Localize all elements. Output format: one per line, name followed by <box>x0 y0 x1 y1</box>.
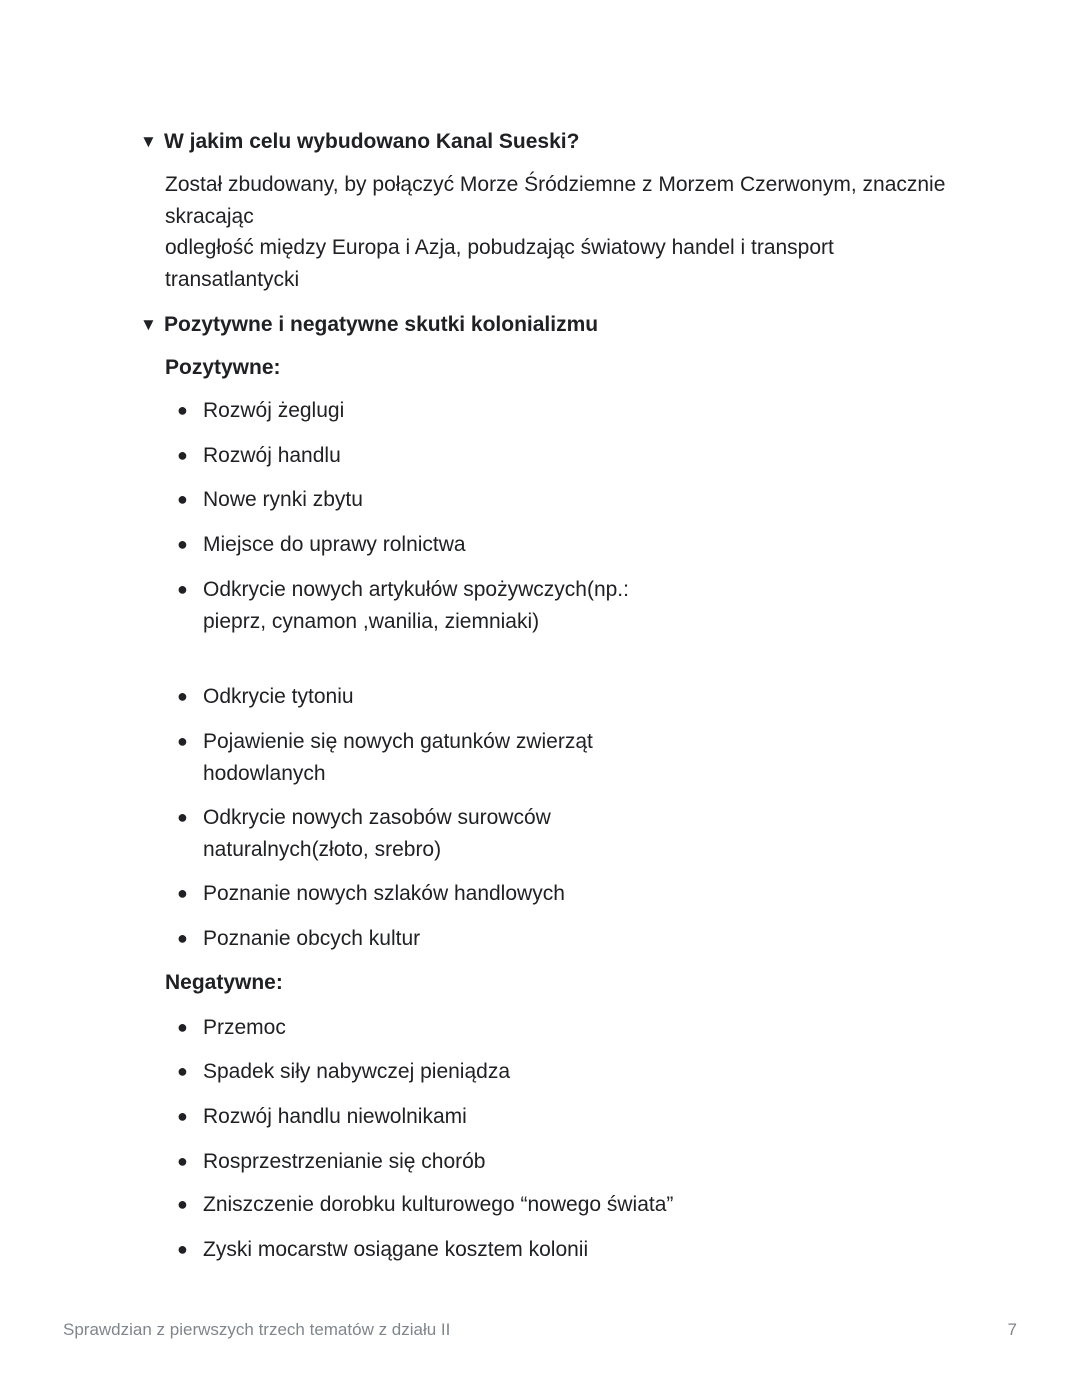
list-item: ● Pojawienie się nowych gatunków zwierząt hodowlanych <box>177 726 643 789</box>
bullet-icon: ● <box>177 489 188 509</box>
list-item: ● Zniszczenie dorobku kulturowego “nowego świata” <box>177 1189 843 1221</box>
toggle-heading-colonialism[interactable] <box>140 311 598 339</box>
bullet-icon: ● <box>177 1194 188 1214</box>
list-item: ● Odkrycie nowych zasobów surowców naturalnych(złoto, srebro) <box>177 802 643 865</box>
footer-page-number: 7 <box>1007 1320 1017 1339</box>
list-item: ● Zyski mocarstw osiągane kosztem kolonii <box>177 1234 843 1266</box>
list-item: ● Poznanie nowych szlaków handlowych <box>177 878 803 910</box>
bullet-icon: ● <box>177 1239 188 1259</box>
bullet-icon: ● <box>177 883 188 903</box>
list-item: ● Spadek siły nabywczej pieniądza <box>177 1056 803 1088</box>
bullet-icon: ● <box>177 1106 188 1126</box>
list-item: ● Nowe rynki zbytu <box>177 484 643 516</box>
triangle-down-icon[interactable]: ▼ <box>140 132 157 151</box>
bullet-icon: ● <box>177 534 188 554</box>
bullet-icon: ● <box>177 928 188 948</box>
list-item: ● Rozwój handlu <box>177 440 643 472</box>
list-item: ● Odkrycie tytoniu <box>177 681 643 713</box>
negative-label: Negatywne: <box>165 971 283 994</box>
bullet-icon: ● <box>177 579 188 599</box>
bullet-icon: ● <box>177 400 188 420</box>
suez-answer <box>165 169 985 295</box>
footer-document-title: Sprawdzian z pierwszych trzech tematów z działu II <box>63 1320 451 1339</box>
toggle-title: W jakim celu wybudowano Kanal Sueski? <box>164 130 580 153</box>
bullet-icon: ● <box>177 1061 188 1081</box>
list-item: ● Rozwój handlu niewolnikami <box>177 1101 803 1133</box>
list-item: ● Poznanie obcych kultur <box>177 923 803 955</box>
toggle-heading-suez[interactable] <box>140 128 579 156</box>
toggle-title: Pozytywne i negatywne skutki kolonializmu <box>164 313 599 336</box>
answer-line: Został zbudowany, by połączyć Morze Śródziemne z Morzem Czerwonym, znacznie <box>165 173 946 196</box>
bullet-icon: ● <box>177 1017 188 1037</box>
bullet-icon: ● <box>177 445 188 465</box>
bullet-icon: ● <box>177 1151 188 1171</box>
positive-label: Pozytywne: <box>165 356 281 379</box>
bullet-icon: ● <box>177 686 188 706</box>
answer-line: skracając <box>165 204 254 228</box>
answer-line: transatlantycki <box>165 267 300 291</box>
list-item: ● Odkrycie nowych artykułów spożywczych(np.: pieprz, cynamon ,wanilia, ziemniaki) <box>177 574 643 637</box>
bullet-icon: ● <box>177 731 188 751</box>
list-item: ● Rosprzestrzenianie się chorób <box>177 1146 803 1178</box>
answer-line: odległość między Europa i Azja, pobudzając światowy handel i transport <box>165 236 834 259</box>
list-item: ● Przemoc <box>177 1012 803 1044</box>
triangle-down-icon[interactable]: ▼ <box>140 315 157 334</box>
list-item: ● Rozwój żeglugi <box>177 395 643 427</box>
list-item: ● Miejsce do uprawy rolnictwa <box>177 529 643 561</box>
bullet-icon: ● <box>177 807 188 827</box>
